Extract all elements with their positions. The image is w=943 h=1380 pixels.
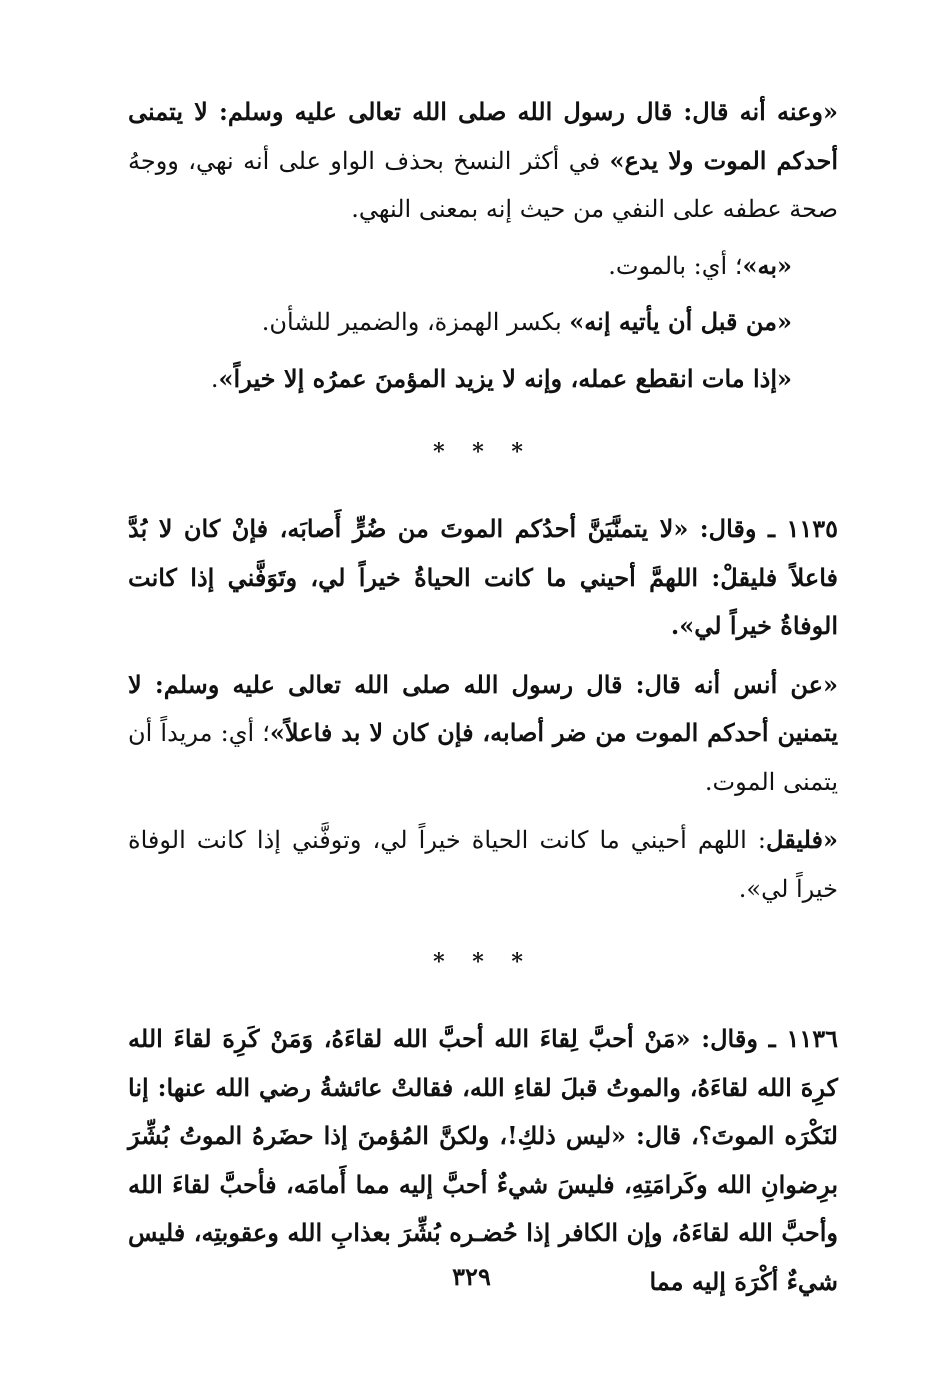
quoted-phrase: «إذا مات انقطع عمله، وإنه لا يزيد المؤمنَ عمرُه إلا خيراً» <box>218 363 792 393</box>
commentary-text: في أكثر النسخ بحذف الواو على أنه نهي، ووجهُ صحة عطفه على النفي من حيث إنه بمعنى النهي. <box>128 146 838 223</box>
hadith-1135: ١١٣٥ ـ وقال: «لا يتمنَّيَنَّ أحدُكم الموتَ من ضُرٍّ أَصابَه، فإنْ كان لا بُدَّ فاعلاً فليقلْ: اللهمَّ أحيني ما كانت الحياةُ خيراً لي، وتَوَفَّني إذا كانت الوفاةُ خيراً لي». <box>128 514 838 640</box>
quoted-word: «به» <box>742 250 792 280</box>
quoted-hadith-text: «عن أنس أنه قال: قال رسول الله صلى الله تعالى عليه وسلم: لا يتمنين أحدكم الموت من ضر أصابه، فإن كان لا بد فاعلاً» <box>128 669 839 747</box>
page-body <box>128 88 838 1306</box>
page-number: ٣٢٩ <box>452 1262 491 1291</box>
gloss-line <box>128 242 838 291</box>
section-separator: * * * <box>433 949 533 975</box>
commentary-paragraph <box>128 88 838 234</box>
commentary-paragraph <box>128 661 838 807</box>
gloss-line <box>128 355 838 404</box>
section-separator: * * * <box>433 439 533 465</box>
hadith-1136: ١١٣٦ ـ وقال: «مَنْ أحبَّ لِقاءَ الله أحبَّ الله لقاءَهُ، وَمَنْ كَرِهَ لقاءَ الله كرِهَ الله لقاءَهُ، والموتُ قبلَ لقاءِ الله، فقالتْ عائشةُ رضي الله عنها: إنا لنَكْرَه الموتَ؟، قال: «ليس ذلكِ!، ولكنَّ المُؤمنَ إذا حضَرهُ الموتُ بُشِّرَ برِضوانِ الله وكَرامَتِهِ، فليسَ شيءٌ أحبَّ إليه مما أَمامَه، فأحبَّ لقاءَ الله وأحبَّ الله لقاءَهُ، وإن الكافر إذا حُضـره بُشِّرَ بعذابِ الله وعقوبتِه، فليس شيءٌ أكْرَهَ إليه مما <box>128 1024 838 1296</box>
gloss-text: ؛ أي: بالموت. <box>608 251 743 280</box>
gloss-text: . <box>210 364 219 393</box>
gloss-text: بكسر الهمزة، والضمير للشأن. <box>261 308 570 336</box>
gloss-line <box>128 298 838 347</box>
commentary-paragraph <box>128 816 838 913</box>
quoted-hadith-text: «وعنه أنه قال: قال رسول الله صلى الله تعالى عليه وسلم: لا يتمنى أحدكم الموت ولا يدع» <box>128 97 838 175</box>
quoted-word: «فليقل <box>766 825 838 854</box>
commentary-text: ؛ أي: مريداً أن يتمنى الموت. <box>128 719 838 796</box>
commentary-text: : اللهم أحيني ما كانت الحياة خيراً لي، وتوفَّني إذا كانت الوفاة خيراً لي». <box>128 826 838 903</box>
quoted-phrase: «من قبل أن يأتيه إنه» <box>569 307 792 336</box>
